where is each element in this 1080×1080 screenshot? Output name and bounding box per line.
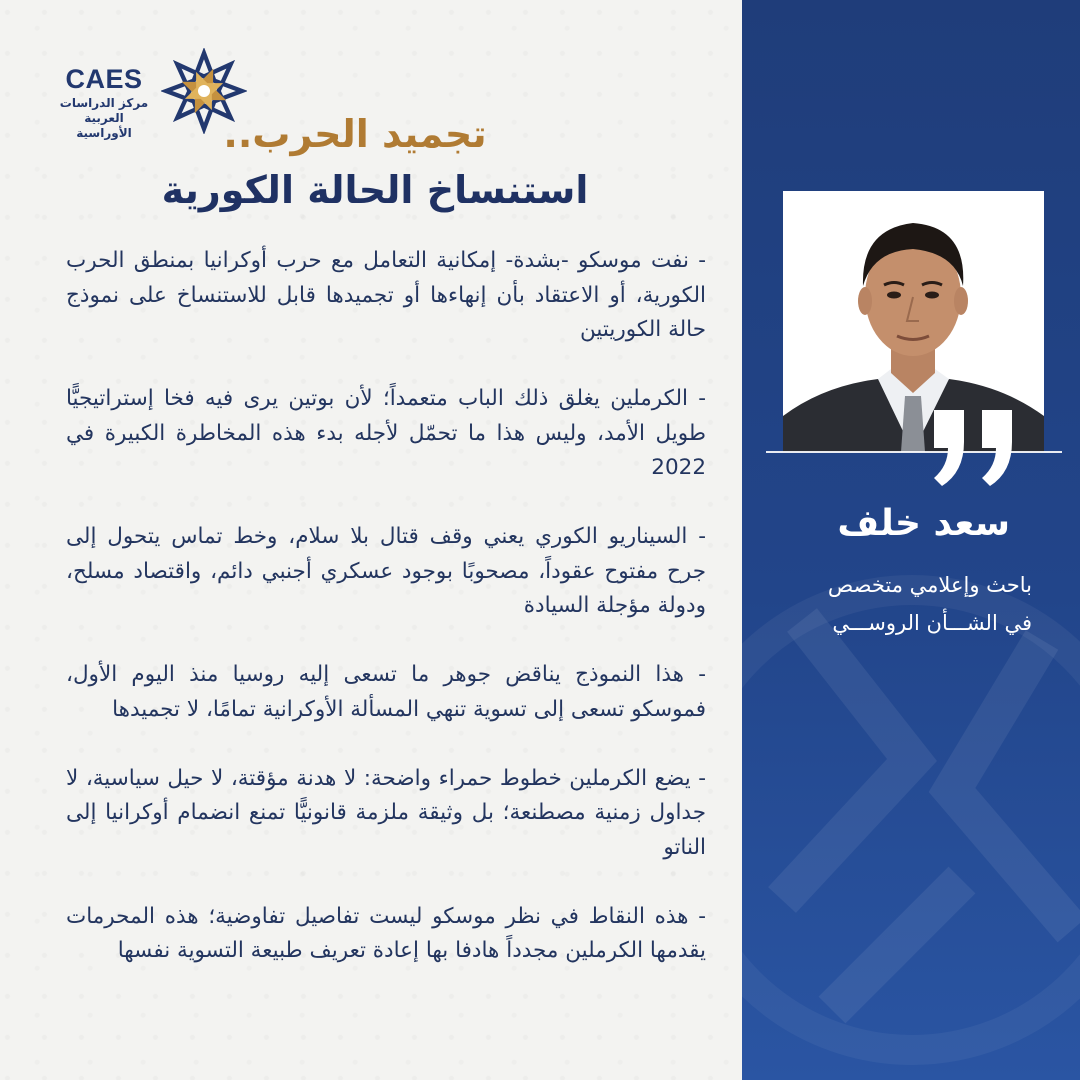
author-role-line1: باحث وإعلامي متخصص — [827, 573, 1032, 597]
author-name: سعد خلف — [837, 503, 1010, 544]
headline-primary: تجميد الحرب.. — [223, 112, 487, 156]
brand-name-line2: العربية الأوراسية — [76, 111, 132, 140]
article-paragraph: - يضع الكرملين خطوط حمراء واضحة: لا هدنة مؤقتة، لا حيل سياسية، لا جداول زمنية مصطنعة؛ بل وثيقة ملزمة قانونيًّا تمنع انضمام أوكرانيا إلى الناتو — [66, 765, 706, 860]
author-role — [770, 566, 1032, 642]
author-role-line2: في الشـــأن الروســـي — [832, 611, 1032, 635]
article-paragraph: - الكرملين يغلق ذلك الباب متعمداً؛ لأن بوتين يرى فيه فخا إستراتيجيًّا طويل الأمد، وليس هذا ما تحمّل لأجله بدء هذه المخاطرة الكبيرة في 2022 — [66, 386, 706, 480]
quote-mark-icon — [920, 400, 1030, 495]
article-body — [66, 244, 706, 1003]
brand-name-line1: مركز الدراسات — [59, 96, 149, 110]
headline-secondary: استنساخ الحالة الكورية — [161, 168, 589, 212]
article-paragraph: - السيناريو الكوري يعني وقف قتال بلا سلام، وخط تماس يتحول إلى جرح مفتوح عقوداً، مصحوبًا بوجود عسكري أجنبي دائم، واقتصاد مسلح، ودولة مؤجلة السيادة — [66, 524, 706, 618]
article-paragraph: - هذه النقاط في نظر موسكو ليست تفاصيل تفاوضية؛ هذه المحرمات يقدمها الكرملين مجدداً هادفا بها إعادة تعريف طبيعة التسوية نفسها — [66, 903, 706, 963]
article-paragraph: - نفت موسكو -بشدة- إمكانية التعامل مع حرب أوكرانيا بمنطق الحرب الكورية، أو الاعتقاد بأن إنهاءها أو تجميدها قابل للاستنساخ على نموذج حالة الكوريتين — [66, 248, 706, 342]
brand-abbreviation: CAES — [65, 64, 143, 94]
brand-name — [58, 96, 150, 141]
article-paragraph: - هذا النموذج يناقض جوهر ما تسعى إليه روسيا منذ اليوم الأول، فموسكو تسعى إلى تسوية تنهي المسألة الأوكرانية تمامًا، لا تجميدها — [66, 662, 706, 722]
